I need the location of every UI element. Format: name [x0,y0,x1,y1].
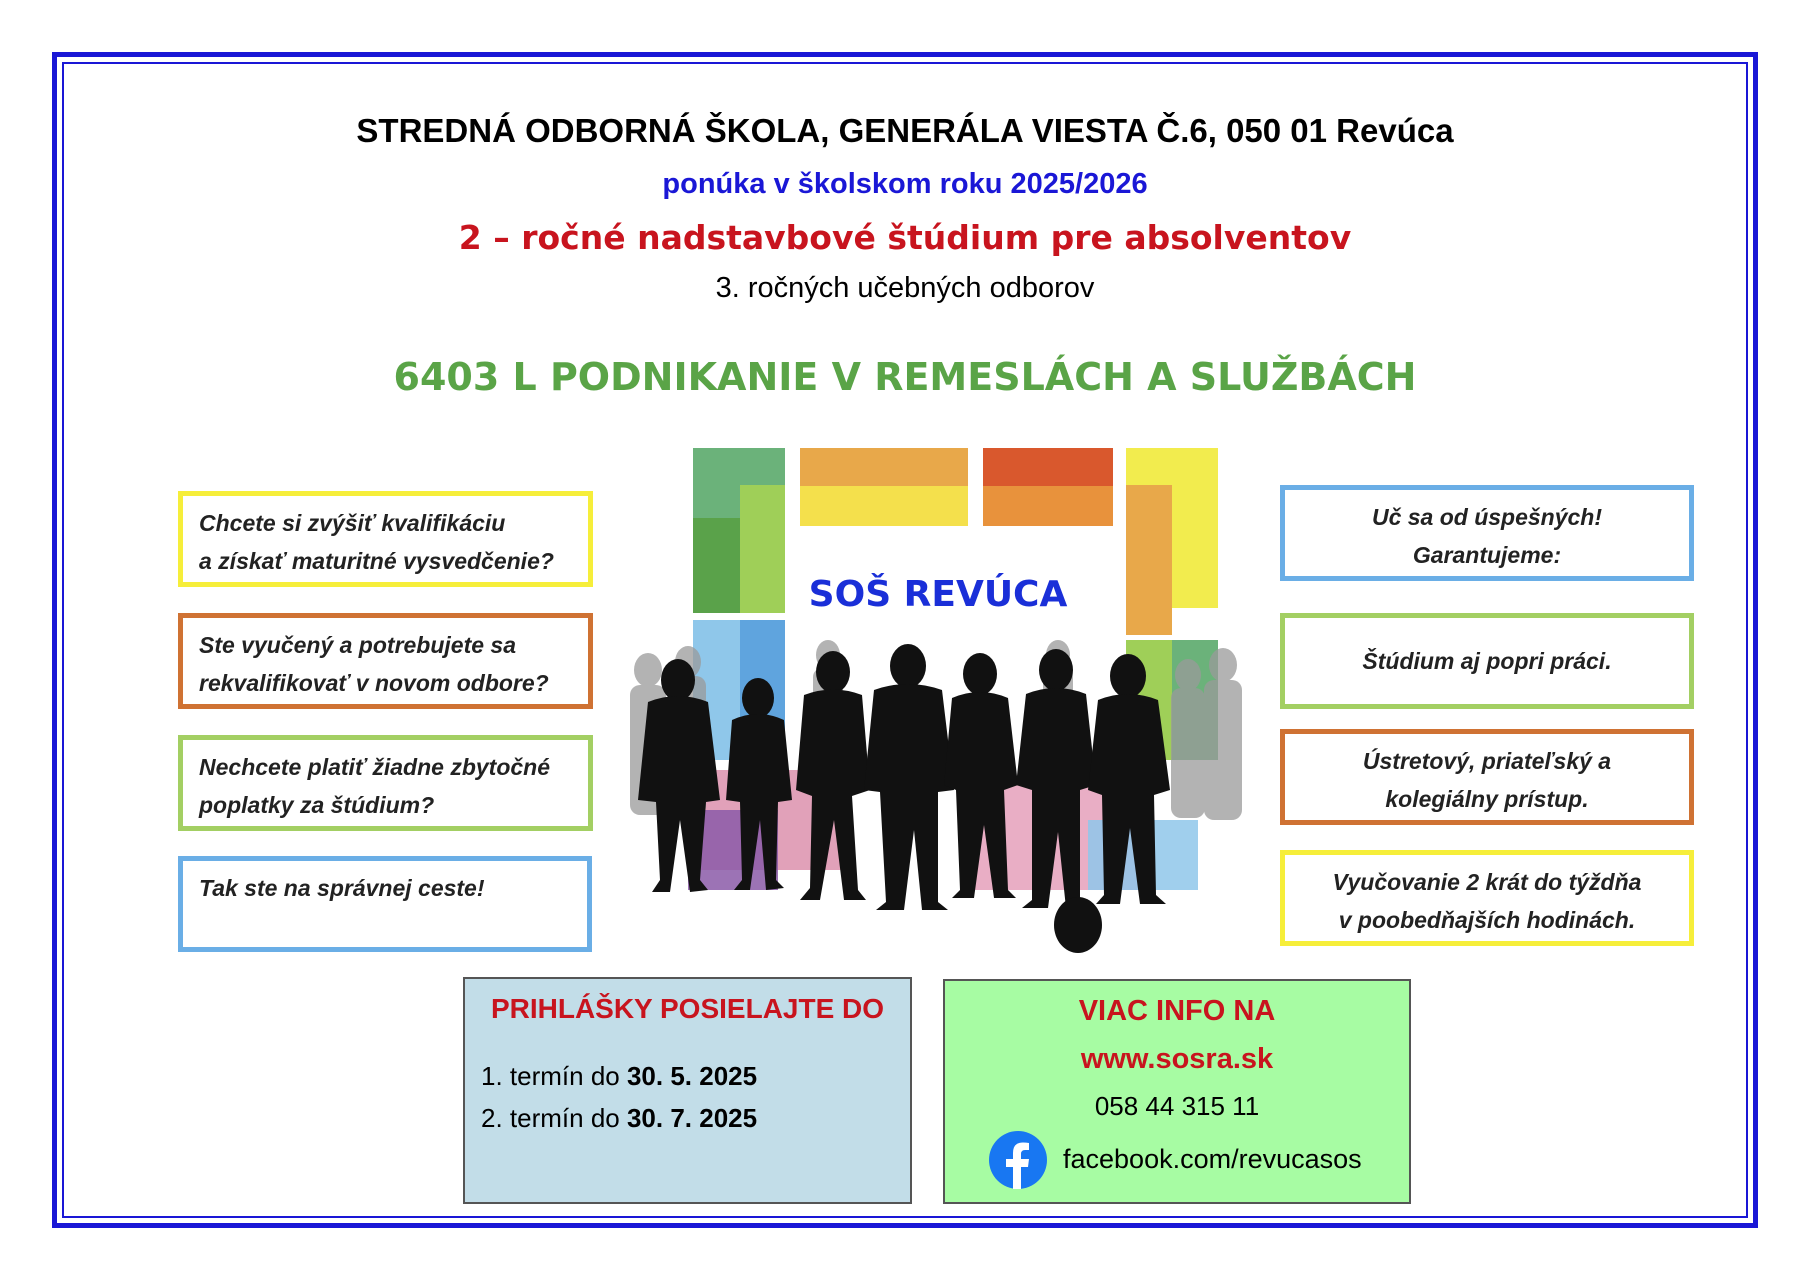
box-line: poplatky za štúdium? [199,792,435,818]
term-2-date: 30. 7. 2025 [626,1103,758,1133]
study-type: 2 – ročné nadstavbové štúdium pre absolventov [458,218,1352,257]
info-title: VIAC INFO NA [1078,995,1276,1027]
program-title: 6403 L PODNIKANIE V REMESLÁCH A SLUŽBÁCH [393,355,1417,399]
school-illustration [608,440,1268,970]
facebook-icon[interactable] [989,1131,1047,1189]
box-line: Garantujeme: [1412,542,1562,568]
box-line: Uč sa od úspešných! [1371,504,1603,530]
tile-orange [800,448,968,486]
term-2 [481,1103,757,1134]
left-box-fees [178,735,593,831]
term-1-prefix: 1. termín do [481,1061,627,1091]
right-box-approach [1280,729,1694,825]
audience-line: 3. ročných učebných odborov [715,272,1095,304]
left-box-qualification [178,491,593,587]
box-line: v poobedňajších hodinách. [1338,907,1636,933]
applications-title: PRIHLÁŠKY POSIELAJTE DO [490,993,885,1024]
box-line: rekvalifikovať v novom odbore? [199,670,549,696]
box-line: kolegiálny prístup. [1385,786,1589,812]
box-line: Štúdium aj popri práci. [1362,648,1612,674]
school-name: STREDNÁ ODBORNÁ ŠKOLA, GENERÁLA VIESTA Č.6, 050 01 Revúca [356,112,1454,149]
website-link[interactable]: www.sosra.sk [1080,1043,1274,1075]
facebook-link[interactable]: facebook.com/revucasos [1063,1144,1362,1174]
term-2-prefix: 2. termín do [481,1103,627,1133]
right-box-study-work [1280,613,1694,709]
tile-orange-right [1126,485,1172,635]
tile-lime [740,485,785,613]
box-line: Tak ste na správnej ceste! [199,875,485,901]
backpack-icon [1054,897,1102,953]
box-line: Ste vyučený a potrebujete sa [199,632,517,658]
phone-number: 058 44 315 11 [1094,1091,1260,1121]
box-line: Vyučovanie 2 krát do týždňa [1332,869,1642,895]
applications-box [463,977,912,1204]
left-box-right-path [178,856,592,952]
offer-line: ponúka v školskom roku 2025/2026 [662,168,1148,200]
term-1 [481,1061,757,1092]
tile-yellow [800,486,968,526]
right-box-learn [1280,485,1694,581]
left-box-requalify [178,613,593,709]
box-line: Ústretový, priateľský a [1362,748,1612,774]
term-1-date: 30. 5. 2025 [626,1061,758,1091]
sos-revuca-label: SOŠ REVÚCA [808,574,1068,615]
box-line: a získať maturitné vysvedčenie? [199,548,554,574]
box-line: Nechcete platiť žiadne zbytočné [199,754,550,780]
info-box [943,979,1411,1204]
tile-orange-2 [983,486,1113,526]
box-line: Chcete si zvýšiť kvalifikáciu [199,510,506,536]
right-box-schedule [1280,850,1694,946]
tile-red [983,448,1113,486]
